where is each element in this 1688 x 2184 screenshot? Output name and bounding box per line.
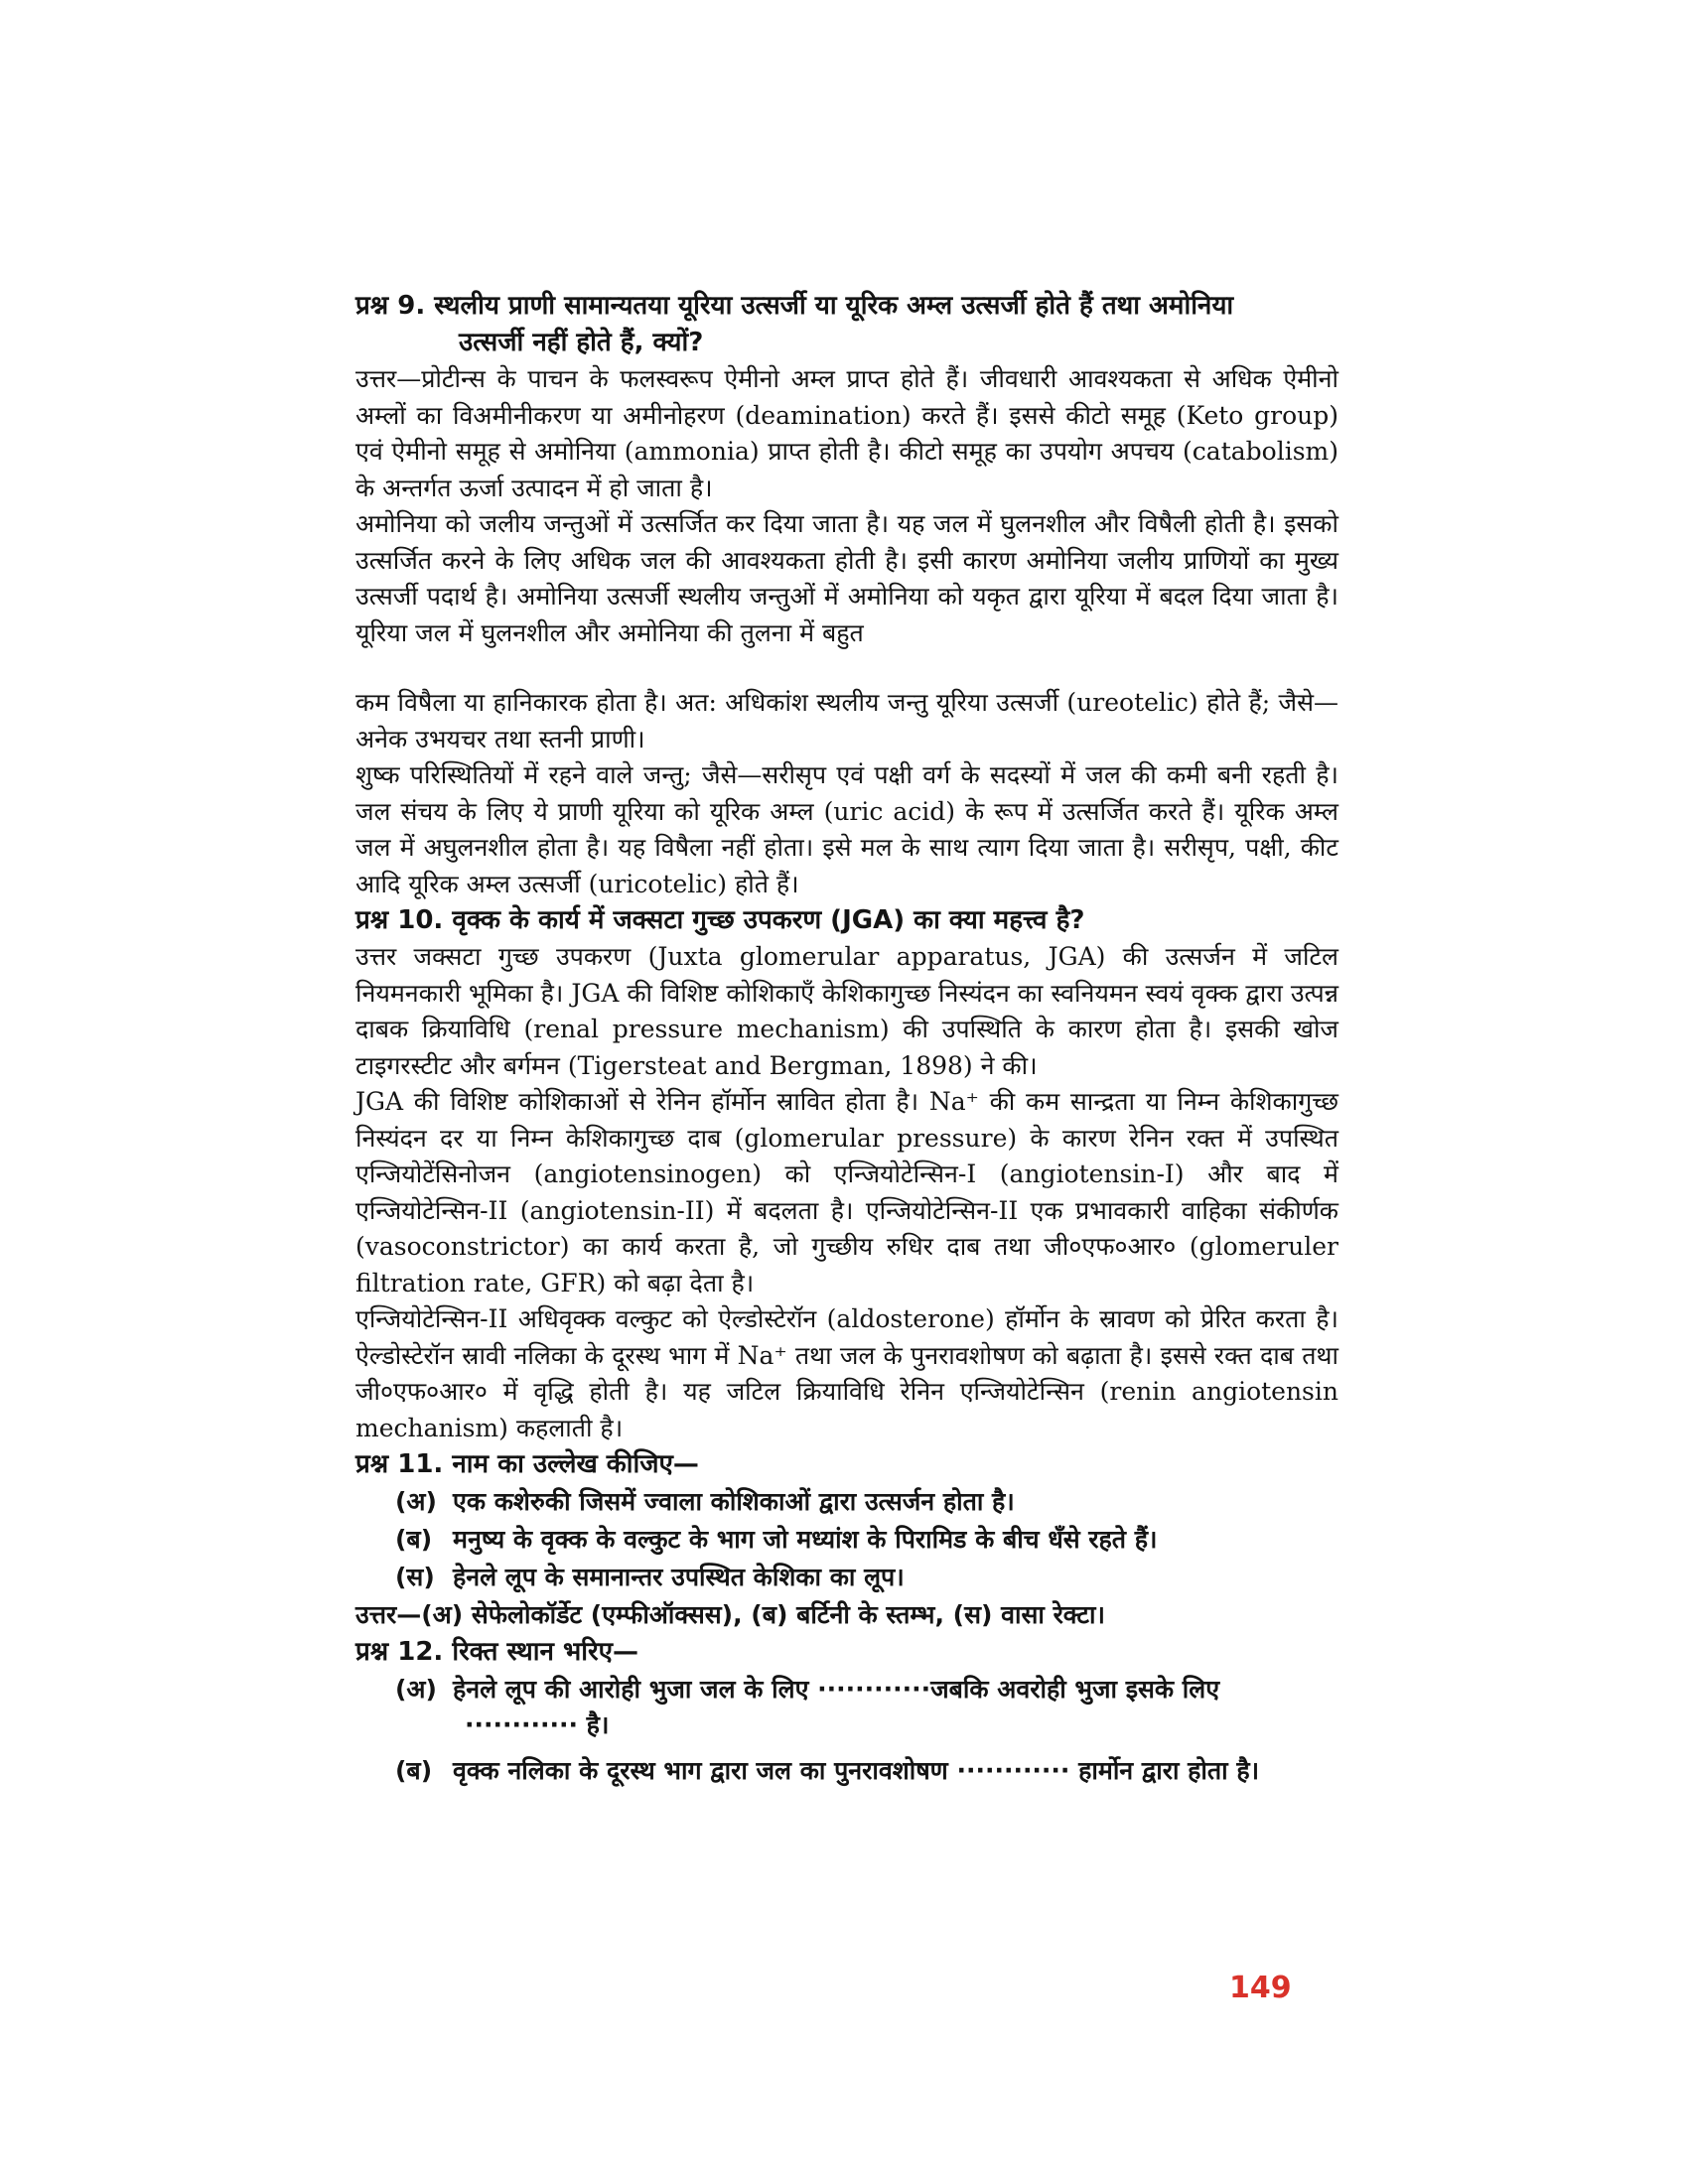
question-10 [355, 902, 1338, 939]
question-11-item-b [355, 1521, 1338, 1559]
answer-10-para-1: उत्तर जक्सटा गुच्छ उपकरण (Juxta glomerular apparatus, JGA) की उत्सर्जन में जटिल नियमनकारी भूमिका है। JGA की विशिष्ट कोशिकाएँ केशिकागुच्छ निस्यंदन का स्वनियमन स्वयं वृक्क द्वारा उत्पन्न दाबक क्रियाविधि (renal pressure mechanism) की उपस्थिति के कारण होता है। इसकी खोज टाइगरस्टीट और बर्गमन (Tigersteat and Bergman, 1898) ने की। [355, 942, 1338, 1080]
question-12-label: प्रश्न 12. [355, 1637, 444, 1667]
answer-10-para-2: JGA की विशिष्ट कोशिकाओं से रेनिन हॉर्मोन स्रावित होता है। Na⁺ की कम सान्द्रता या निम्न केशिकागुच्छ निस्यंदन दर या निम्न केशिकागुच्छ दाब (glomerular pressure) के कारण रेनिन रक्त में उपस्थित एन्जियोटेंसिनोजन (angiotensinogen) को एन्जियोटेन्सिन-I (angiotensin-I) और बाद में एन्जियोटेन्सिन-II (angiotensin-II) में बदलता है। एन्जियोटेन्सिन-II एक प्रभावकारी वाहिका संकीर्णक (vasoconstrictor) का कार्य करता है, जो गुच्छीय रुधिर दाब तथा जी०एफ०आर० (glomeruler filtration rate, GFR) को बढ़ा देता है। [355, 1087, 1338, 1297]
question-12-item-b [355, 1752, 1338, 1790]
question-12-text: रिक्त स्थान भरिए— [452, 1637, 638, 1667]
question-11-item-c [355, 1559, 1338, 1596]
question-9-text-cont: उत्सर्जी नहीं होते हैं, क्यों? [459, 328, 704, 357]
item-text: वृक्क नलिका के दूरस्थ भाग द्वारा जल का पुनरावशोषण ············ हार्मोन द्वारा होता है। [453, 1756, 1260, 1785]
answer-11: उत्तर—(अ) सेफेलोकॉर्डेट (एम्फीऑक्सस), (ब) बर्टिनी के स्तम्भ, (स) वासा रेक्टा। [355, 1600, 1105, 1629]
item-text: हेनले लूप की आरोही भुजा जल के लिए ············जबकि अवरोही भुजा इसके लिए [453, 1675, 1220, 1704]
question-10-text: वृक्क के कार्य में जक्सटा गुच्छ उपकरण (JGA) का क्या महत्त्व है? [452, 905, 1085, 935]
item-marker: (स) [395, 1563, 435, 1591]
question-12-item-a [355, 1671, 1338, 1708]
question-12 [355, 1634, 1338, 1671]
item-text: मनुष्य के वृक्क के वल्कुट के भाग जो मध्यांश के पिरामिड के बीच धँसे रहते हैं। [453, 1525, 1158, 1554]
question-11-item-a [355, 1483, 1338, 1521]
page-number: 149 [1229, 1971, 1292, 2005]
question-9-label: प्रश्न 9. [355, 291, 426, 321]
answer-9-para-1: उत्तर—प्रोटीन्स के पाचन के फलस्वरूप ऐमीनो अम्ल प्राप्त होते हैं। जीवधारी आवश्यकता से अधिक ऐमीनो अम्लों का विअमीनीकरण या अमीनोहरण (deamination) करते हैं। इससे कीटो समूह (Keto group) एवं ऐमीनो समूह से अमोनिया (ammonia) प्राप्त होती है। कीटो समूह का उपयोग अपचय (catabolism) के अन्तर्गत ऊर्जा उत्पादन में हो जाता है। [355, 364, 1338, 502]
question-10-label: प्रश्न 10. [355, 905, 444, 935]
question-12-item-a-cont: ············ है। [465, 1710, 610, 1739]
question-11 [355, 1446, 1338, 1483]
answer-9-para-4: शुष्क परिस्थितियों में रहने वाले जन्तु; जैसे—सरीसृप एवं पक्षी वर्ग के सदस्यों में जल की कमी बनी रहती है। जल संचय के लिए ये प्राणी यूरिया को यूरिक अम्ल (uric acid) के रूप में उत्सर्जित करते हैं। यूरिक अम्ल जल में अघुलनशील होता है। यह विषैला नहीं होता। इसे मल के साथ त्याग दिया जाता है। सरीसृप, पक्षी, कीट आदि यूरिक अम्ल उत्सर्जी (uricotelic) होते हैं। [355, 760, 1338, 898]
answer-9-para-3: कम विषैला या हानिकारक होता है। अत: अधिकांश स्थलीय जन्तु यूरिया उत्सर्जी (ureotelic) होते हैं; जैसे— अनेक उभयचर तथा स्तनी प्राणी। [355, 688, 1338, 753]
item-marker: (ब) [395, 1525, 433, 1554]
question-11-text: नाम का उल्लेख कीजिए— [452, 1449, 699, 1479]
item-marker: (अ) [395, 1487, 437, 1516]
question-11-label: प्रश्न 11. [355, 1449, 444, 1479]
answer-10-para-3: एन्जियोटेन्सिन-II अधिवृक्क वल्कुट को ऐल्डोस्टेरॉन (aldosterone) हॉर्मोन के स्रावण को प्रेरित करता है। ऐल्डोस्टेरॉन स्रावी नलिका के दूरस्थ भाग में Na⁺ तथा जल के पुनरावशोषण को बढ़ाता है। इससे रक्त दाब तथा जी०एफ०आर० में वृद्धि होती है। यह जटिल क्रियाविधि रेनिन एन्जियोटेन्सिन (renin angiotensin mechanism) कहलाती है। [355, 1304, 1338, 1442]
answer-9-para-2: अमोनिया को जलीय जन्तुओं में उत्सर्जित कर दिया जाता है। यह जल में घुलनशील और विषैली होती है। इसको उत्सर्जित करने के लिए अधिक जल की आवश्यकता होती है। इसी कारण अमोनिया जलीय प्राणियों का मुख्य उत्सर्जी पदार्थ है। अमोनिया उत्सर्जी स्थलीय जन्तुओं में अमोनिया को यकृत द्वारा यूरिया में बदल दिया जाता है। यूरिया जल में घुलनशील और अमोनिया की तुलना में बहुत [355, 509, 1338, 647]
question-9-text: स्थलीय प्राणी सामान्यतया यूरिया उत्सर्जी या यूरिक अम्ल उत्सर्जी होते हैं तथा अमोनिया [434, 291, 1234, 321]
item-marker: (अ) [395, 1675, 437, 1704]
item-text: एक कशेरुकी जिसमें ज्वाला कोशिकाओं द्वारा उत्सर्जन होता है। [453, 1487, 1015, 1516]
item-text: हेनले लूप के समानान्तर उपस्थित केशिका का लूप। [453, 1563, 905, 1591]
item-marker: (ब) [395, 1756, 433, 1785]
question-9 [355, 288, 1338, 325]
page-content [355, 288, 1338, 1790]
